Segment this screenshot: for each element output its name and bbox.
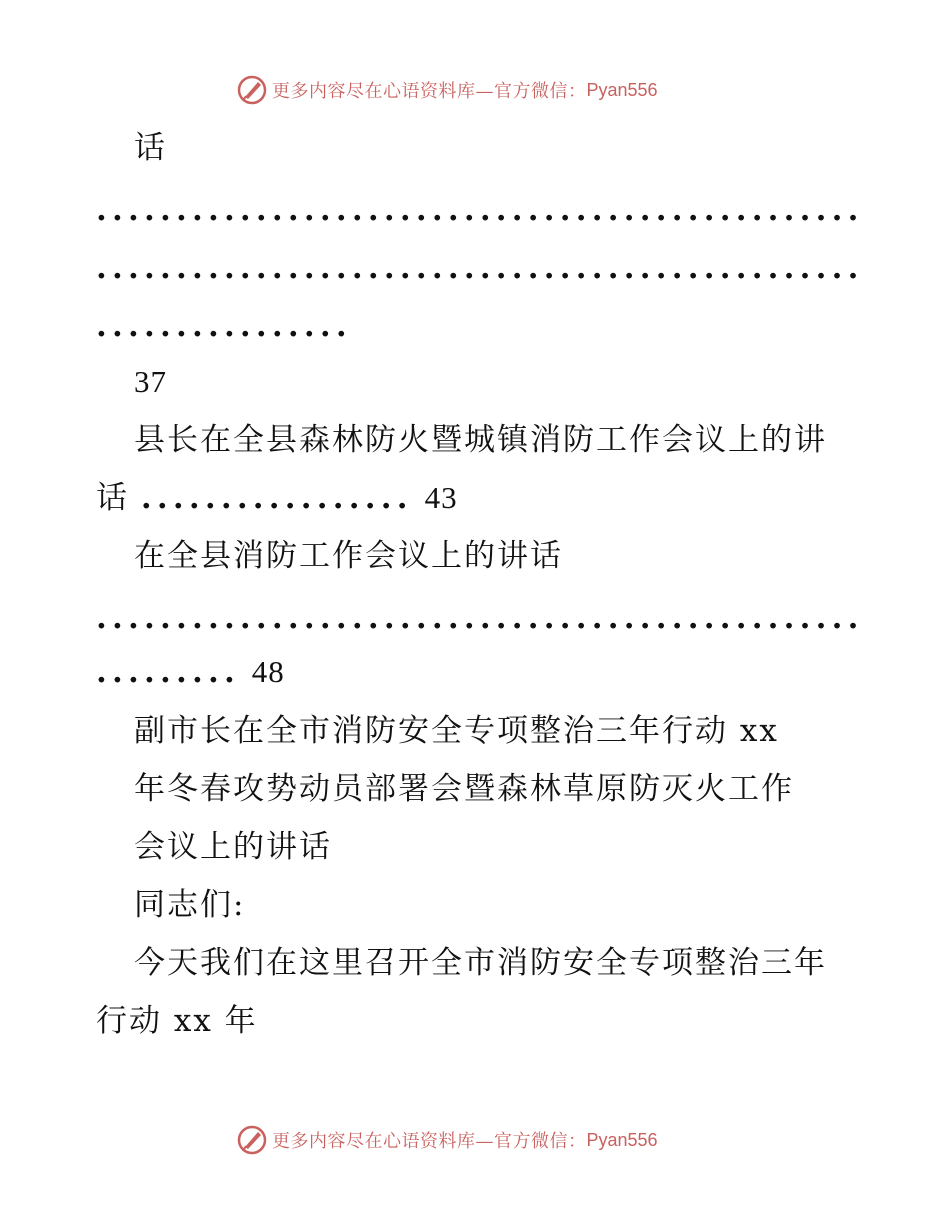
toc-leader-4: ................................................ bbox=[96, 600, 864, 636]
toc-leader-3: ................ bbox=[96, 308, 352, 344]
toc-page-37: 37 bbox=[134, 364, 167, 399]
paragraph-line-1: 今天我们在这里召开全市消防安全专项整治三年 bbox=[134, 945, 827, 981]
quill-logo-icon bbox=[236, 74, 268, 106]
toc-leader-5: ......... bbox=[96, 654, 240, 690]
toc-item2-line bbox=[96, 478, 458, 518]
toc-leader-1: ................................................ bbox=[96, 192, 864, 228]
toc-page-48: 48 bbox=[251, 654, 285, 689]
quill-logo-icon bbox=[236, 1124, 268, 1156]
watermark-id: Pyan556 bbox=[586, 1129, 658, 1150]
toc-leader-item2: ................. bbox=[140, 480, 413, 516]
toc-item1-cont: 话 bbox=[134, 130, 167, 166]
toc-leader-2: ................................................ bbox=[96, 250, 864, 286]
toc-item2-title: 县长在全县森林防火暨城镇消防工作会议上的讲 bbox=[134, 422, 827, 458]
watermark-id: Pyan556 bbox=[586, 79, 658, 100]
paragraph-line-2: 行动 xx 年 bbox=[96, 1003, 258, 1039]
heading-line-1: 副市长在全市消防安全专项整治三年行动 xx bbox=[134, 713, 779, 749]
toc-page-43: 43 bbox=[424, 480, 458, 515]
toc-item3-title: 在全县消防工作会议上的讲话 bbox=[134, 538, 563, 574]
salutation: 同志们: bbox=[134, 887, 246, 923]
heading-line-2: 年冬春攻势动员部署会暨森林草原防灭火工作 bbox=[134, 771, 794, 807]
footer-watermark bbox=[236, 1123, 658, 1157]
toc-item2-cont: 话 bbox=[96, 480, 129, 516]
watermark-text: 更多内容尽在心语资料库—官方微信： bbox=[272, 81, 587, 102]
header-watermark bbox=[236, 73, 658, 107]
toc-item3-line bbox=[96, 652, 285, 692]
heading-line-3: 会议上的讲话 bbox=[134, 829, 332, 865]
watermark-text: 更多内容尽在心语资料库—官方微信： bbox=[272, 1131, 587, 1152]
